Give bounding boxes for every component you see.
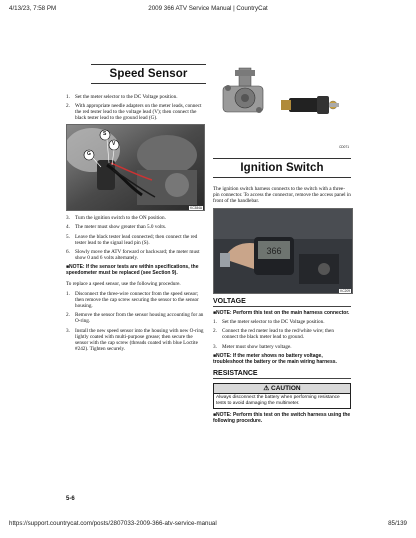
ignition-photo bbox=[213, 208, 353, 294]
list-item: 4. The meter must show greater than 5.0 volts. bbox=[66, 224, 167, 231]
speed-sensor-steps-a bbox=[66, 94, 206, 121]
label-s: S bbox=[103, 131, 107, 138]
speed-sensor-heading bbox=[91, 64, 206, 84]
speed-sensor-steps-c bbox=[66, 291, 206, 352]
print-page-count: 85/139 bbox=[388, 520, 407, 527]
print-doc-title: 2009 366 ATV Service Manual | CountryCat bbox=[148, 5, 268, 12]
replace-intro: To replace a speed sensor, use the following procedure. bbox=[66, 280, 181, 287]
right-column bbox=[213, 62, 351, 429]
ignition-photo-caption: KC209 bbox=[340, 289, 350, 294]
voltage-steps bbox=[213, 319, 351, 349]
page-number: 5-6 bbox=[66, 496, 75, 502]
resistance-heading: RESISTANCE bbox=[213, 370, 351, 379]
sensor-parts-image bbox=[213, 62, 351, 148]
photo-caption: KC384A bbox=[190, 206, 202, 211]
list-item: 1. Set the meter selector to the DC Voltage position. bbox=[66, 94, 178, 100]
speed-sensor-title: Speed Sensor bbox=[109, 68, 188, 80]
list-item: 2. With appropriate needle adapters on the meter leads, connect the red tester lead to the voltage lead (V); then connect the black tester lead to the ground lead (G). bbox=[66, 103, 202, 122]
list-item: 5. Leave the black tester lead connected; then connect the red tester lead to the signal lead pin (S). bbox=[66, 233, 198, 246]
caution-text: Always disconnect the battery when performing resistance tests to avoid damaging the multimeter. bbox=[216, 395, 340, 406]
print-datetime: 4/13/23, 7:58 PM bbox=[9, 5, 57, 12]
note-main-harness: ■NOTE: Perform this test on the main harness connector. bbox=[213, 310, 350, 317]
speed-sensor-photo bbox=[66, 124, 205, 211]
ignition-intro: The ignition switch harness connects to the switch with a three-pin connector. To access the connector, remove the access panel in front of the handlebar. bbox=[213, 186, 351, 205]
list-item: 3. Meter must show battery voltage. bbox=[213, 343, 292, 350]
note-switch-harness: ■NOTE: Perform this test on the switch harness using the following procedure. bbox=[213, 412, 351, 425]
print-url: https://support.countrycat.com/posts/2807033-2009-366-atv-service-manual bbox=[9, 520, 217, 527]
sensor-parts-photo bbox=[213, 62, 351, 148]
left-column bbox=[66, 64, 206, 355]
caution-title: ⚠ CAUTION bbox=[214, 384, 350, 394]
voltage-heading: VOLTAGE bbox=[213, 298, 351, 307]
top-photo-caption: CD071 bbox=[339, 145, 349, 148]
note-specifications: ■NOTE: If the sensor tests are within specifications, the speedometer must be replaced (see Section 9). bbox=[66, 263, 199, 276]
list-item: 2. Remove the sensor from the sensor housing accounting for an O-ring. bbox=[66, 312, 204, 325]
label-g: G bbox=[87, 151, 91, 158]
ignition-switch-heading bbox=[213, 158, 351, 178]
ignition-photo-image bbox=[214, 209, 352, 293]
svg-text:366: 366 bbox=[266, 246, 282, 257]
list-item: 3. Install the new speed sensor into the housing with new O-ring lightly coated with multi-purpose grease; then secure the sensor with the cap screw (threads coated with blue Loctite #242). Tighten securely. bbox=[66, 327, 204, 352]
list-item: 6. Slowly move the ATV forward or backward; the meter must show 0 and 6 volts alternately. bbox=[66, 248, 200, 261]
ignition-switch-title: Ignition Switch bbox=[240, 162, 324, 174]
caution-box bbox=[213, 383, 351, 410]
list-item: 3. Turn the ignition switch to the ON position. bbox=[66, 215, 166, 222]
note-battery: ■NOTE: If the meter shows no battery voltage, troubleshoot the battery or the main wiring harness. bbox=[213, 352, 337, 365]
list-item: 2. Connect the red meter lead to the red/white wire; then connect the black meter lead to ground. bbox=[213, 328, 334, 341]
list-item: 1. Disconnect the three-wire connector from the speed sensor; then remove the cap screw securing the sensor to the sensor housing. bbox=[66, 291, 199, 310]
speed-sensor-steps-b bbox=[66, 215, 206, 261]
list-item: 1. Set the meter selector to the DC Voltage position. bbox=[213, 319, 325, 326]
engine-photo-image bbox=[67, 125, 204, 210]
label-v: V bbox=[112, 141, 116, 148]
